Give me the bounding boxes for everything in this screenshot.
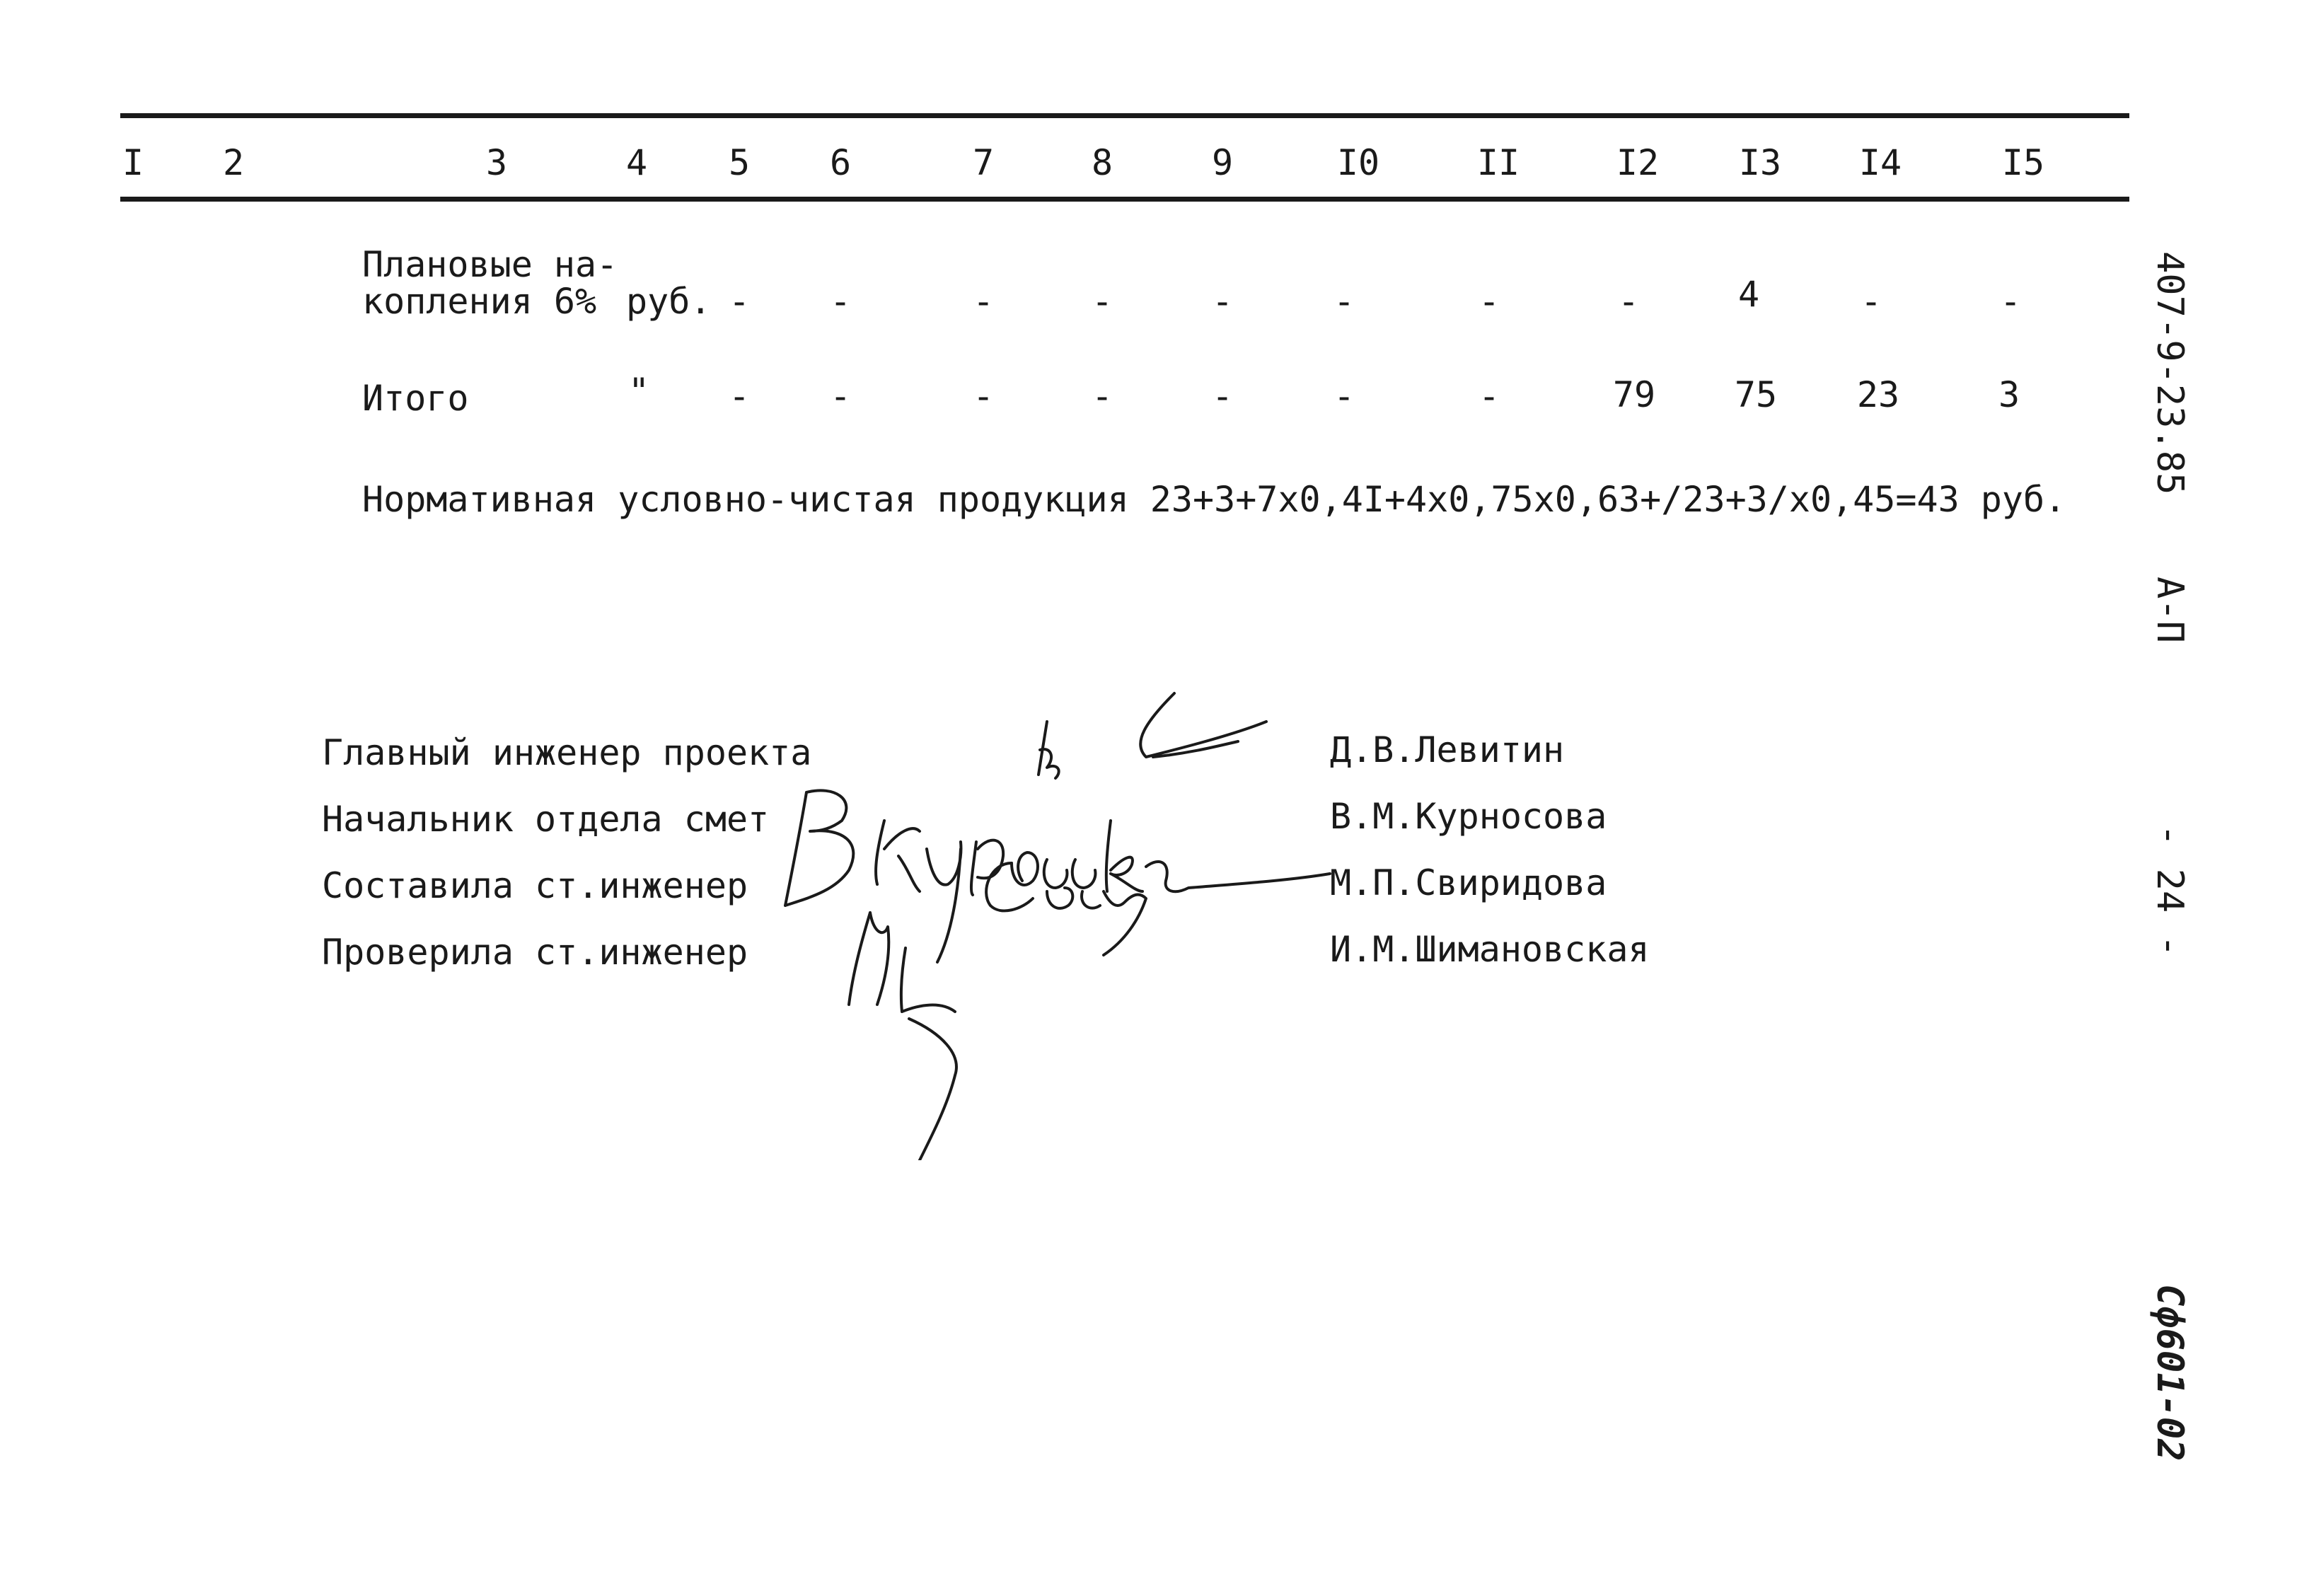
cell-value: 4 xyxy=(1737,274,1760,315)
column-header: I4 xyxy=(1858,142,1902,183)
cell-value: - xyxy=(1478,281,1500,322)
column-header: I xyxy=(122,142,144,183)
cell-value: - xyxy=(829,376,852,417)
margin-album: А-П xyxy=(2148,577,2191,643)
signature-name: Д.В.Левитин xyxy=(1330,729,1565,770)
cell-value: 23 xyxy=(1856,374,1900,415)
signature-kurnosova xyxy=(785,790,1330,962)
cell-value: - xyxy=(1211,281,1234,322)
cell-value: 79 xyxy=(1612,374,1656,415)
row-label: Плановые на- копления 6% xyxy=(362,244,618,322)
signature-levitin-flourish xyxy=(1140,693,1266,757)
column-header: 7 xyxy=(972,142,995,183)
cell-value: - xyxy=(1999,281,2022,322)
cell-value: - xyxy=(1860,281,1882,322)
column-header: I2 xyxy=(1616,142,1660,183)
signature-name: М.П.Свиридова xyxy=(1330,862,1607,903)
cell-value: 75 xyxy=(1734,374,1778,415)
row-unit: " xyxy=(628,371,650,412)
cell-value: - xyxy=(1617,281,1640,322)
table-top-rule xyxy=(120,113,2129,118)
cell-value: - xyxy=(728,376,751,417)
cell-value: - xyxy=(1333,376,1355,417)
row-label: Итого xyxy=(362,378,469,419)
cell-value: - xyxy=(728,281,751,322)
column-header: I5 xyxy=(2001,142,2045,183)
column-header: I3 xyxy=(1738,142,1782,183)
cell-value: - xyxy=(1333,281,1355,322)
column-header: 5 xyxy=(728,142,751,183)
cell-value: - xyxy=(1211,376,1234,417)
cell-value: - xyxy=(1478,376,1500,417)
signature-role: Проверила ст.инженер xyxy=(322,932,748,973)
handwritten-signatures xyxy=(778,679,1344,1160)
margin-doc-code: 407-9-23.85 xyxy=(2148,251,2191,495)
cell-value: - xyxy=(972,376,995,417)
column-header: 4 xyxy=(625,142,648,183)
cell-value: - xyxy=(1091,376,1113,417)
cell-value: - xyxy=(972,281,995,322)
signature-shimanovskaya xyxy=(849,913,956,1160)
cell-value: - xyxy=(829,281,852,322)
margin-page-number: - 24 - xyxy=(2148,824,2191,957)
column-header: 3 xyxy=(485,142,508,183)
cell-value: 3 xyxy=(1998,374,2020,415)
signature-levitin xyxy=(1038,722,1059,778)
signature-role: Составила ст.инженер xyxy=(322,865,748,906)
signature-role: Начальник отдела смет xyxy=(322,799,770,840)
column-header: 6 xyxy=(829,142,852,183)
column-header: II xyxy=(1476,142,1520,183)
signature-name: И.М.Шимановская xyxy=(1330,929,1650,970)
column-header: 9 xyxy=(1211,142,1234,183)
signature-role: Главный инженер проекта xyxy=(322,732,812,773)
normative-product-formula: Нормативная условно-чистая продукция 23+3+7x0,4I+4x0,75x0,63+/23+3/x0,45=43 руб. xyxy=(362,479,2066,520)
row-unit: руб. xyxy=(626,281,712,322)
column-header: 2 xyxy=(222,142,245,183)
margin-stamp: Cф601-02 xyxy=(2148,1284,2191,1462)
table-header-bottom-rule xyxy=(120,197,2129,202)
cell-value: - xyxy=(1091,281,1113,322)
signature-name: В.М.Курносова xyxy=(1330,796,1607,837)
column-header: 8 xyxy=(1091,142,1113,183)
column-header: I0 xyxy=(1336,142,1380,183)
